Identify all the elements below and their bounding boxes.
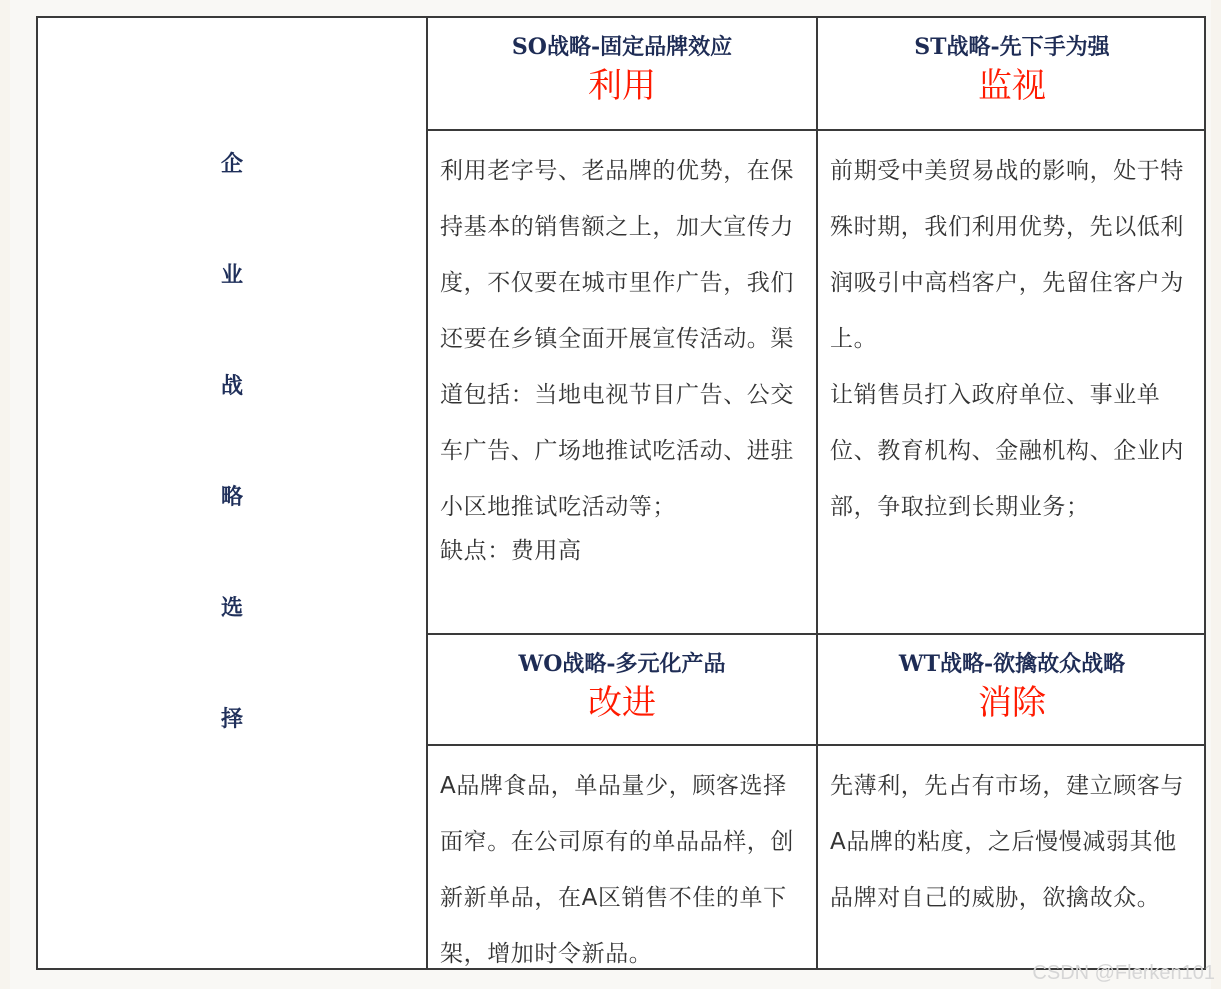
side-label-char: 业 xyxy=(220,262,243,288)
watermark: CSDN @Flerken101 xyxy=(1032,962,1215,984)
wo-paragraph: A品牌食品，单品量少，顾客选择面窄。在公司原有的单品品样，创新新单品，在A区销售不佳的单下架，增加时令新品。 xyxy=(440,773,794,967)
wt-paragraph: 先薄利，先占有市场，建立顾客与A品牌的粘度，之后慢慢减弱其他品牌对自己的威胁，欲擒故众。 xyxy=(830,773,1184,911)
wo-strategy-verb: 改进 xyxy=(588,683,656,723)
so-paragraph: 利用老字号、老品牌的优势，在保持基本的销售额之上，加大宣传力度，不仅要在城市里作广告，我们还要在乡镇全面开展宣传活动。渠道包括：当地电视节目广告、公交车广告、广场地推试吃活动、进驻小区地推试吃活动等； xyxy=(440,158,794,520)
side-label-char: 择 xyxy=(220,706,243,732)
wt-strategy-title: WT战略-欲擒故众战略 xyxy=(898,651,1126,677)
st-strategy-verb: 监视 xyxy=(978,66,1046,106)
st-strategy-content xyxy=(818,131,1206,633)
so-drawback: 缺点：费用高 xyxy=(440,538,582,564)
wt-strategy-verb: 消除 xyxy=(978,683,1046,723)
so-strategy-content xyxy=(428,131,816,633)
so-strategy-verb: 利用 xyxy=(588,66,656,106)
side-label-char: 选 xyxy=(220,595,243,621)
wt-strategy-header xyxy=(818,635,1206,744)
so-strategy-title: SO战略-固定品牌效应 xyxy=(511,34,733,60)
wo-strategy-header xyxy=(428,635,816,744)
wo-strategy-content xyxy=(428,746,816,970)
wt-strategy-content xyxy=(818,746,1206,970)
swot-strategy-table xyxy=(36,16,1206,970)
st-strategy-header xyxy=(818,18,1206,129)
st-strategy-title: ST战略-先下手为强 xyxy=(914,34,1110,60)
side-label-char: 战 xyxy=(220,373,243,399)
wo-strategy-title: WO战略-多元化产品 xyxy=(518,651,726,677)
page xyxy=(10,0,1211,989)
side-label-char: 企 xyxy=(220,151,243,177)
st-paragraph: 让销售员打入政府单位、事业单位、教育机构、金融机构、企业内部，争取拉到长期业务； xyxy=(830,382,1184,520)
so-strategy-header xyxy=(428,18,816,129)
side-label-char: 略 xyxy=(220,484,243,510)
st-paragraph: 前期受中美贸易战的影响，处于特殊时期，我们利用优势，先以低利润吸引中高档客户，先留住客户为上。 xyxy=(830,158,1184,352)
row-header-enterprise-strategy-choice xyxy=(38,18,426,970)
